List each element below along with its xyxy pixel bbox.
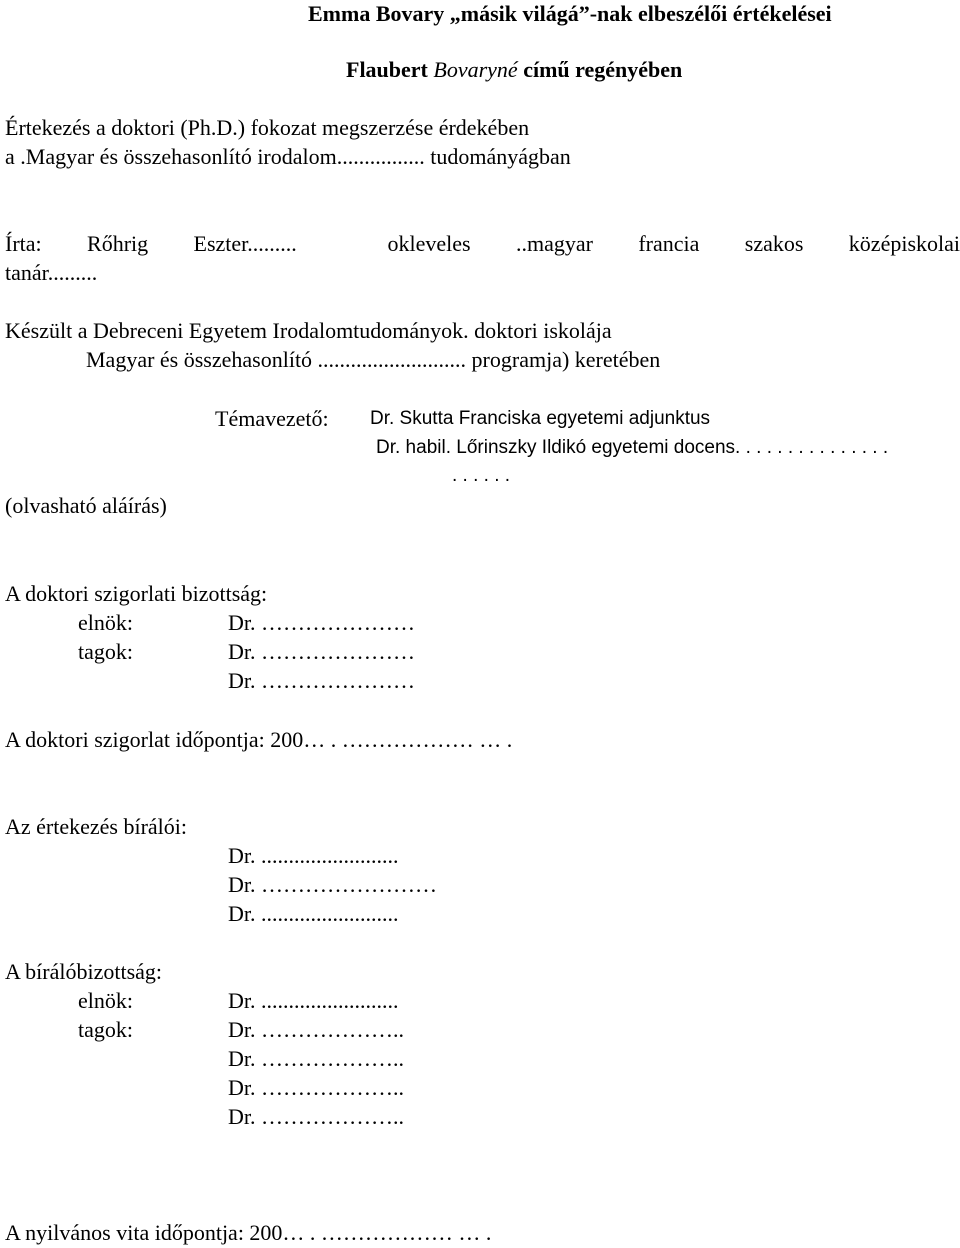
reviewer-2: Dr. …………………… (228, 872, 437, 897)
school-line: Készült a Debreceni Egyetem Irodalomtudományok. doktori iskolája (5, 318, 612, 343)
title-author: Flaubert (346, 57, 434, 82)
review-chair-label: elnök: (78, 988, 133, 1013)
exam-member-2: Dr. ………………… (228, 668, 415, 693)
review-member-3: Dr. ……………….. (228, 1075, 404, 1100)
defense-date: A nyilvános vita időpontja: 200… . ……………… … . (5, 1220, 492, 1245)
reviewer-1: Dr. ......................... (228, 843, 399, 868)
exam-chair: Dr. ………………… (228, 610, 415, 635)
signature-label: (olvasható aláírás) (5, 493, 167, 518)
review-members-label: tagok: (78, 1017, 133, 1042)
supervisor-dots: . . . . . . (452, 465, 511, 486)
reviewers-heading: Az értekezés bírálói: (5, 814, 188, 839)
title-line-2 (346, 59, 682, 81)
exam-date: A doktori szigorlat időpontja: 200… . ……………… … . (5, 727, 513, 752)
review-chair: Dr. ......................... (228, 988, 399, 1013)
author-title-line: tanár......... (5, 260, 98, 285)
exam-committee-heading: A doktori szigorlati bizottság: (5, 581, 268, 606)
supervisor-name-2: Dr. habil. Lőrinszky Ildikó egyetemi docens. . . . . . . . . . . . . . . (376, 437, 889, 458)
supervisor-label: Témavezető: (215, 406, 329, 431)
supervisor-name-1: Dr. Skutta Franciska egyetemi adjunktus (370, 408, 711, 429)
title-line-1: Emma Bovary „másik világá”-nak elbeszélői értékelései (308, 1, 832, 26)
review-member-4: Dr. ……………….. (228, 1104, 404, 1129)
title-novel: Bovaryné (433, 57, 518, 82)
title-suffix: című regényében (517, 57, 683, 82)
degree-line: Értekezés a doktori (Ph.D.) fokozat megszerzése érdekében (5, 115, 530, 140)
exam-chair-label: elnök: (78, 610, 133, 635)
review-member-1: Dr. ……………….. (228, 1017, 404, 1042)
exam-members-label: tagok: (78, 639, 133, 664)
author-line: Írta: Rőhrig Eszter......... okleveles ..magyar francia szakos középiskolai (5, 231, 960, 256)
discipline-line: a .Magyar és összehasonlító irodalom................ tudományágban (5, 144, 571, 169)
program-line: Magyar és összehasonlító ........................... programja) keretében (86, 347, 661, 372)
review-member-2: Dr. ……………….. (228, 1046, 404, 1071)
reviewer-3: Dr. ......................... (228, 901, 399, 926)
review-committee-heading: A bírálóbizottság: (5, 959, 163, 984)
exam-member-1: Dr. ………………… (228, 639, 415, 664)
